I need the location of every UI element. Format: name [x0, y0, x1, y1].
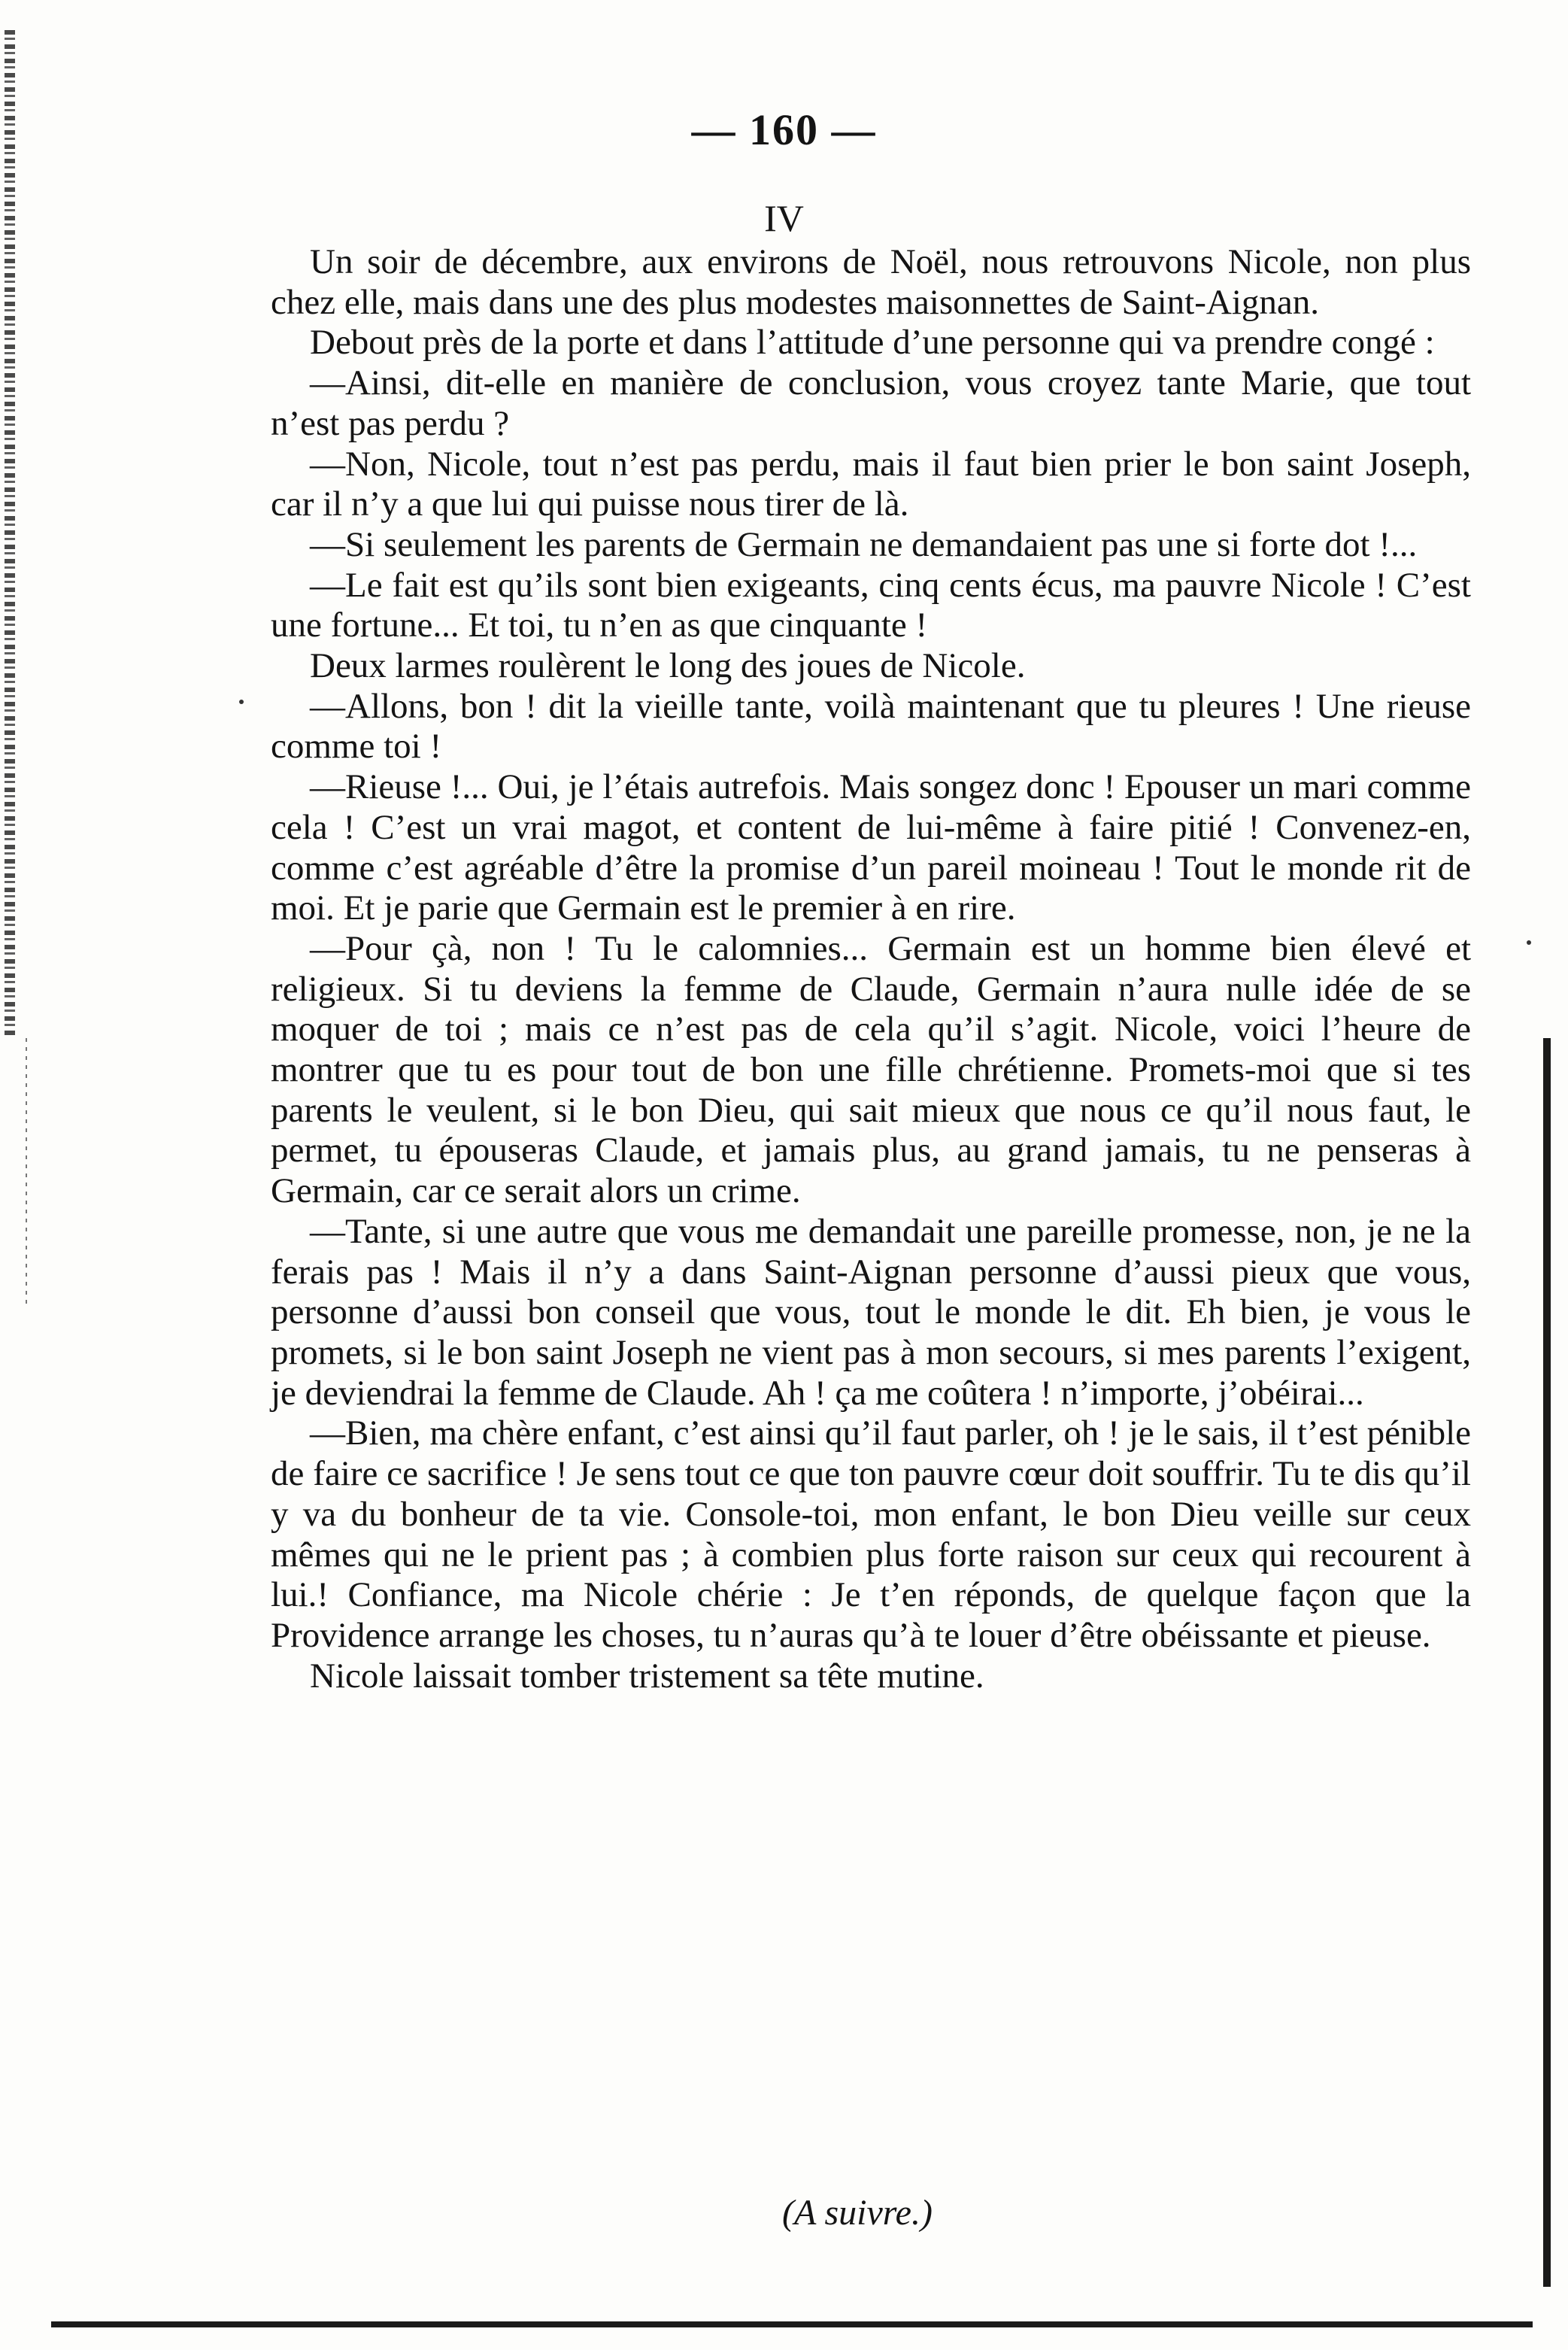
paragraph: —Pour çà, non ! Tu le calomnies... Germain est un homme bien élevé et religieux. Si tu deviens la femme de Claude, Germain n’aura nulle idée de se moquer de toi ; mais ce n’est pas de cela qu’il s’agit. Nicole, voici l’heure de montrer que tu es pour tout de bon une fille chrétienne. Promets-moi que si tes parents le veulent, si le bon Dieu, qui sait mieux que nous ce qu’il nous faut, le permet, tu épouseras Claude, et jamais plus, au grand jamais, tu ne penseras à Germain, car ce serait alors un crime.	[271, 928, 1471, 1211]
right-border-rule	[1543, 1038, 1551, 2287]
paragraph: Nicole laissait tomber tristement sa tête mutine.	[310, 1656, 984, 1696]
bottom-border-rule	[51, 2321, 1533, 2327]
paragraph: —Tante, si une autre que vous me demandait une pareille promesse, non, je ne la ferais pas ! Mais il n’y a dans Saint-Aignan personne d’aussi pieux que vous, personne d’aussi bon conseil que vous, tout le monde le dit. Eh bien, je vous le promets, si le bon saint Joseph ne vient pas à mon secours, si mes parents l’exigent, je deviendrai la femme de Claude. Ah ! ça me coûtera ! n’importe, j’obéirai...	[271, 1211, 1471, 1413]
paragraph: Un soir de décembre, aux environs de Noël, nous retrouvons Nicole, non plus chez elle, mais dans une des plus modestes maisonnettes de Saint-Aignan.	[271, 242, 1471, 322]
paragraph: —Le fait est qu’ils sont bien exigeants, cinq cents écus, ma pauvre Nicole ! C’est une fortune... Et toi, tu n’en as que cinquante !	[271, 565, 1471, 645]
paragraph: Deux larmes roulèrent le long des joues de Nicole.	[310, 646, 1026, 686]
paragraph: —Bien, ma chère enfant, c’est ainsi qu’il faut parler, oh ! je le sais, il t’est pénible de faire ce sacrifice ! Je sens tout ce que ton pauvre cœur doit souffrir. Tu te dis qu’il y va du bonheur de ta vie. Console-toi, mon enfant, le bon Dieu veille sur ceux mêmes qui ne le prient pas ; à combien plus forte raison sur ceux qui recourent à lui.! Confiance, ma Nicole chérie : Je t’en réponds, de quelque façon que la Providence arrange les choses, tu n’auras qu’à te louer d’être obéissante et pieuse.	[271, 1413, 1471, 1655]
page-number: — 160 —	[691, 105, 877, 154]
binding-edge	[5, 30, 15, 1038]
chapter-heading: IV	[764, 197, 804, 239]
paragraph: Debout près de la porte et dans l’attitude d’une personne qui va prendre congé :	[310, 323, 1435, 363]
paragraph: —Non, Nicole, tout n’est pas perdu, mais il faut bien prier le bon saint Joseph, car il n’y a que lui qui puisse nous tirer de là.	[271, 444, 1471, 524]
binding-edge-faint	[26, 1038, 27, 1309]
body-text	[271, 242, 1471, 1696]
ink-speck	[1527, 940, 1531, 945]
paragraph: —Si seulement les parents de Germain ne demandaient pas une si forte dot !...	[310, 524, 1418, 564]
paragraph: —Ainsi, dit-elle en manière de conclusion, vous croyez tante Marie, que tout n’est pas perdu ?	[271, 363, 1471, 443]
paragraph: —Rieuse !... Oui, je l’étais autrefois. Mais songez donc ! Epouser un mari comme cela ! C’est un vrai magot, et content de lui-même à faire pitié ! Convenez-en, comme c’est agréable d’être la promise d’un pareil moineau ! Tout le monde rit de moi. Et je parie que Germain est le premier à en rire.	[271, 767, 1471, 928]
ink-speck	[239, 700, 244, 704]
to-be-continued: (A suivre.)	[782, 2193, 933, 2233]
paragraph: —Allons, bon ! dit la vieille tante, voilà maintenant que tu pleures ! Une rieuse comme toi !	[271, 686, 1471, 767]
